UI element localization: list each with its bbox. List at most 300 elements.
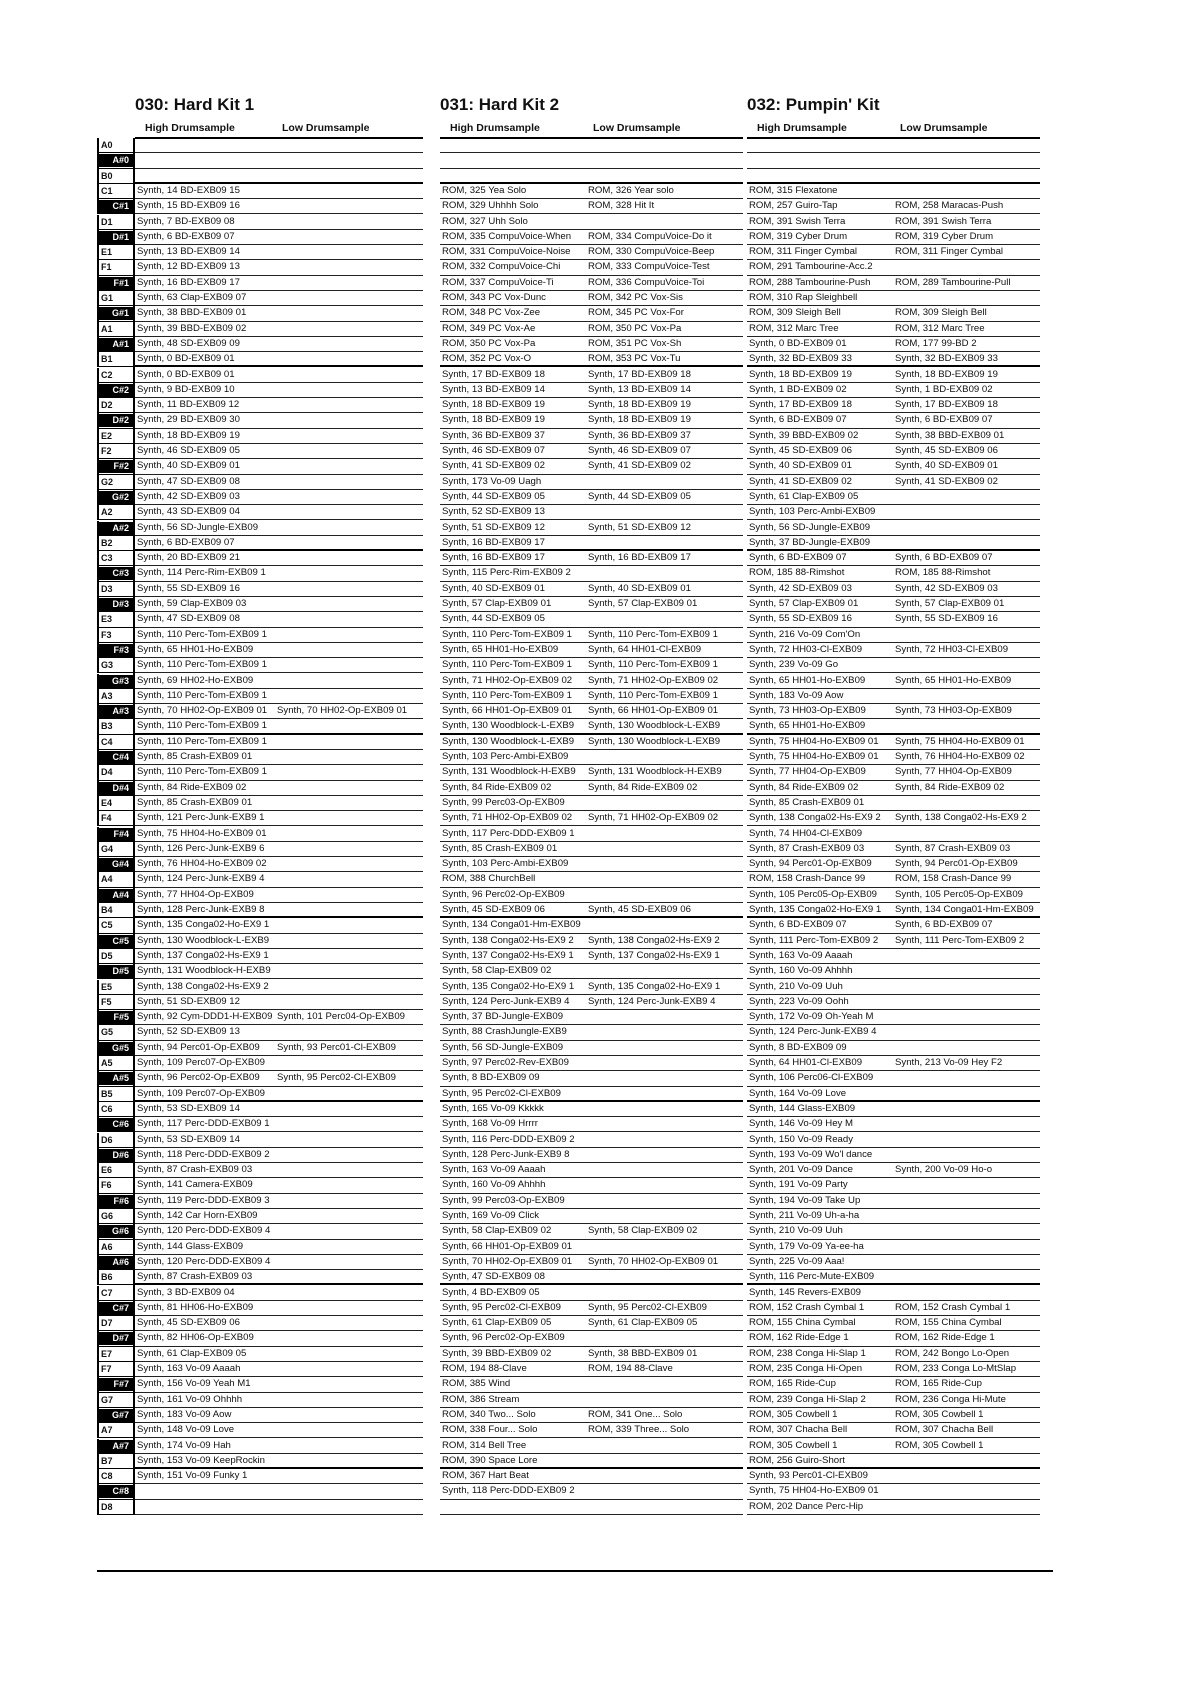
high-drumsample: Synth, 239 Vo-09 Go	[749, 659, 839, 671]
table-row	[747, 1423, 1040, 1438]
table-row	[747, 1117, 1040, 1132]
high-drumsample: ROM, 185 88-Rimshot	[749, 567, 845, 579]
low-drumsample: Synth, 213 Vo-09 Hey F2	[895, 1057, 1003, 1068]
table-row	[440, 1286, 743, 1301]
black-key	[97, 1148, 133, 1163]
white-key	[97, 138, 133, 153]
high-drumsample: Synth, 72 HH03-Cl-EXB09	[749, 643, 863, 655]
key-label: D2	[101, 400, 113, 411]
table-row	[440, 781, 743, 796]
black-key-fill	[99, 231, 133, 244]
high-drumsample: Synth, 63 Clap-EXB09 07	[137, 292, 247, 303]
high-drumsample: ROM, 343 PC Vox-Dunc	[442, 292, 546, 303]
table-row	[747, 1071, 1040, 1086]
table-row	[135, 872, 423, 887]
table-row	[440, 1178, 743, 1193]
key-label: E7	[101, 1348, 113, 1359]
table-row	[135, 719, 423, 734]
high-drumsample: Synth, 61 Clap-EXB09 05	[137, 1347, 247, 1359]
table-row	[135, 1347, 423, 1362]
white-key	[97, 719, 133, 734]
table-row	[135, 689, 423, 704]
high-drumsample: Synth, 137 Conga02-Hs-EX9 1	[442, 949, 574, 961]
key-label: F2	[101, 446, 112, 456]
high-drumsample: Synth, 111 Perc-Tom-EXB09 2	[749, 934, 879, 946]
table-row	[440, 153, 743, 168]
table-row	[440, 536, 743, 551]
high-drumsample: Synth, 156 Vo-09 Yeah M1	[137, 1378, 251, 1390]
table-row	[440, 872, 743, 887]
key-label: C7	[101, 1287, 113, 1298]
key-label: C2	[101, 369, 113, 380]
table-row	[440, 551, 743, 566]
table-row	[135, 1041, 423, 1056]
low-drumsample: Synth, 134 Conga01-Hm-EXB09	[895, 904, 1034, 915]
high-drumsample: ROM, 388 ChurchBell	[442, 873, 536, 885]
high-drumsample: ROM, 305 Cowbell 1	[749, 1408, 838, 1420]
low-drumsample: ROM, 194 88-Clave	[588, 1363, 673, 1374]
table-row	[747, 781, 1040, 796]
table-row	[747, 750, 1040, 765]
black-key-fill	[99, 705, 133, 718]
table-row	[747, 260, 1040, 275]
white-key	[97, 628, 133, 643]
table-row	[135, 215, 423, 230]
high-drumsample: Synth, 173 Vo-09 Uagh	[442, 475, 542, 487]
high-drumsample: Synth, 42 SD-EXB09 03	[137, 490, 240, 502]
table-row	[747, 1209, 1040, 1224]
black-key-fill	[99, 567, 133, 580]
table-row	[747, 689, 1040, 704]
black-key	[97, 597, 133, 612]
table-row	[135, 658, 423, 673]
table-row	[747, 949, 1040, 964]
key-label: C#8	[112, 1486, 129, 1497]
low-drumsample: Synth, 72 HH03-Cl-EXB09	[895, 643, 1009, 655]
table-row	[135, 781, 423, 796]
black-key-fill	[99, 1332, 133, 1345]
white-key	[97, 1087, 133, 1102]
key-label: D#2	[112, 415, 129, 426]
black-key-fill	[99, 277, 133, 290]
table-row	[440, 230, 743, 245]
white-key	[97, 1316, 133, 1331]
key-label: A#0	[112, 155, 129, 166]
table-row	[440, 1362, 743, 1377]
black-key-fill	[99, 1011, 133, 1024]
key-label: F#2	[113, 461, 129, 472]
table-row	[440, 199, 743, 214]
black-key	[97, 337, 133, 352]
table-row	[747, 521, 1040, 536]
table-row	[440, 1347, 743, 1362]
low-drumsample: ROM, 155 China Cymbal	[895, 1317, 1002, 1329]
black-key	[97, 750, 133, 765]
high-drumsample: Synth, 55 SD-EXB09 16	[749, 613, 852, 625]
keyboard	[97, 138, 133, 1515]
column-headers	[747, 121, 1040, 139]
table-row	[440, 658, 743, 673]
low-drumsample: Synth, 75 HH04-Ho-EXB09 01	[895, 735, 1025, 747]
high-drumsample: Synth, 163 Vo-09 Aaaah	[749, 949, 853, 961]
table-row	[747, 903, 1040, 918]
table-row	[135, 337, 423, 352]
low-drumsample: ROM, 330 CompuVoice-Beep	[588, 246, 715, 258]
key-label: A2	[101, 507, 113, 518]
low-drumsample: Synth, 94 Perc01-Op-EXB09	[895, 858, 1018, 870]
table-row	[135, 490, 423, 505]
low-drumsample: Synth, 93 Perc01-Cl-EXB09	[277, 1041, 396, 1053]
high-drumsample: ROM, 194 88-Clave	[442, 1363, 527, 1374]
high-drumsample: Synth, 1 BD-EXB09 02	[749, 383, 847, 395]
table-row	[440, 291, 743, 306]
high-drumsample: Synth, 16 BD-EXB09 17	[442, 552, 545, 564]
high-drumsample: Synth, 53 SD-EXB09 14	[137, 1102, 240, 1114]
high-drumsample: ROM, 309 Sleigh Bell	[749, 307, 841, 319]
table-row	[747, 1347, 1040, 1362]
black-key	[97, 413, 133, 428]
black-key-fill	[99, 1149, 133, 1162]
high-drumsample: Synth, 160 Vo-09 Ahhhh	[442, 1179, 546, 1191]
table-row	[747, 765, 1040, 780]
high-drumsample: Synth, 18 BD-EXB09 19	[137, 429, 240, 441]
white-key	[97, 612, 133, 627]
high-drumsample: Synth, 39 BBD-EXB09 02	[749, 429, 859, 441]
table-row	[747, 398, 1040, 413]
high-drumsample: Synth, 75 HH04-Ho-EXB09 01	[749, 1485, 879, 1497]
table-row	[747, 628, 1040, 643]
table-row	[747, 215, 1040, 230]
high-drumsample-header: High Drumsample	[145, 122, 235, 134]
table-row	[747, 674, 1040, 689]
white-key	[97, 1423, 133, 1438]
table-row	[440, 566, 743, 581]
black-key-fill	[99, 338, 133, 351]
low-drumsample: Synth, 45 SD-EXB09 06	[588, 904, 691, 915]
table-row	[747, 291, 1040, 306]
table-row	[440, 995, 743, 1010]
high-drumsample: Synth, 118 Perc-DDD-EXB09 2	[442, 1485, 575, 1497]
table-row	[135, 674, 423, 689]
high-drumsample: Synth, 225 Vo-09 Aaa!	[749, 1255, 845, 1267]
high-drumsample: Synth, 211 Vo-09 Uh-a-ha	[749, 1210, 860, 1221]
table-row	[135, 276, 423, 291]
key-label: G7	[101, 1394, 114, 1405]
table-row	[135, 628, 423, 643]
table-row	[135, 505, 423, 520]
table-row	[440, 184, 743, 199]
high-drumsample: Synth, 144 Glass-EXB09	[749, 1102, 856, 1114]
high-drumsample: Synth, 103 Perc-Ambi-EXB09	[749, 506, 876, 518]
table-row	[135, 1469, 423, 1484]
white-key	[97, 872, 133, 887]
table-row	[440, 444, 743, 459]
key-label: D1	[101, 216, 113, 227]
low-drumsample: ROM, 334 CompuVoice-Do it	[588, 230, 712, 242]
key-label: D5	[101, 950, 113, 961]
low-drumsample: Synth, 45 SD-EXB09 06	[895, 445, 998, 456]
black-key	[97, 1255, 133, 1270]
key-label: G#5	[111, 1042, 129, 1053]
table-row	[135, 735, 423, 750]
low-drumsample: Synth, 41 SD-EXB09 02	[588, 460, 691, 472]
high-drumsample: Synth, 37 BD-Jungle-EXB09	[749, 536, 871, 548]
black-key-fill	[99, 782, 133, 795]
table-row	[747, 459, 1040, 474]
high-drumsample: Synth, 39 BBD-EXB09 02	[442, 1347, 552, 1359]
table-row	[135, 245, 423, 260]
key-label: C#4	[112, 752, 129, 762]
high-drumsample: Synth, 71 HH02-Op-EXB09 02	[442, 812, 573, 824]
high-drumsample: Synth, 73 HH03-Op-EXB09	[749, 705, 866, 717]
high-drumsample: Synth, 87 Crash-EXB09 03	[137, 1164, 253, 1176]
low-drumsample: ROM, 345 PC Vox-For	[588, 307, 684, 319]
table-row	[440, 1010, 743, 1025]
low-drumsample: Synth, 51 SD-EXB09 12	[588, 521, 691, 533]
key-label: C#6	[112, 1119, 129, 1130]
black-key-fill	[99, 675, 133, 688]
white-key	[97, 429, 133, 444]
table-row	[135, 1209, 423, 1224]
black-key-fill	[99, 644, 133, 657]
high-drumsample: Synth, 82 HH06-Op-EXB09	[137, 1332, 254, 1344]
high-drumsample: Synth, 47 SD-EXB09 08	[137, 613, 240, 625]
high-drumsample: Synth, 110 Perc-Tom-EXB09 1	[442, 628, 572, 640]
high-drumsample: Synth, 47 SD-EXB09 08	[137, 475, 240, 487]
table-row	[135, 918, 423, 933]
table-row	[747, 658, 1040, 673]
high-drumsample: ROM, 331 CompuVoice-Noise	[442, 246, 571, 258]
table-row	[747, 1469, 1040, 1484]
high-drumsample: Synth, 52 SD-EXB09 13	[137, 1026, 240, 1038]
high-drumsample: ROM, 325 Yea Solo	[442, 184, 527, 196]
table-row	[440, 1041, 743, 1056]
white-key	[97, 1270, 133, 1285]
high-drumsample: Synth, 88 CrashJungle-EXB9	[442, 1026, 567, 1038]
black-key	[97, 1041, 133, 1056]
key-label: F5	[101, 996, 112, 1007]
white-key	[97, 260, 133, 275]
black-key	[97, 1301, 133, 1316]
high-drumsample: Synth, 118 Perc-DDD-EXB09 2	[137, 1148, 270, 1160]
high-drumsample: Synth, 116 Perc-Mute-EXB09	[749, 1271, 875, 1283]
table-row	[440, 1331, 743, 1346]
high-drumsample: Synth, 117 Perc-DDD-EXB09 1	[442, 827, 575, 839]
black-key	[97, 1224, 133, 1239]
high-drumsample: Synth, 16 BD-EXB09 17	[442, 536, 545, 548]
kit-table	[747, 138, 1040, 1515]
table-row	[135, 796, 423, 811]
high-drumsample: ROM, 165 Ride-Cup	[749, 1378, 836, 1390]
low-drumsample: ROM, 165 Ride-Cup	[895, 1378, 982, 1390]
high-drumsample: Synth, 210 Vo-09 Uuh	[749, 980, 843, 992]
high-drumsample: Synth, 14 BD-EXB09 15	[137, 184, 240, 196]
white-key	[97, 184, 133, 199]
high-drumsample: Synth, 144 Glass-EXB09	[137, 1240, 244, 1252]
high-drumsample: Synth, 110 Perc-Tom-EXB09 1	[442, 659, 572, 671]
table-row	[747, 505, 1040, 520]
high-drumsample: Synth, 151 Vo-09 Funky 1	[137, 1470, 248, 1482]
table-row	[440, 1439, 743, 1454]
black-key-fill	[99, 1195, 133, 1208]
table-row	[747, 1408, 1040, 1423]
white-key	[97, 245, 133, 260]
key-label: G4	[101, 843, 114, 854]
high-drumsample: Synth, 99 Perc03-Op-EXB09	[442, 796, 565, 808]
black-key-fill	[99, 1302, 133, 1315]
low-drumsample: ROM, 305 Cowbell 1	[895, 1408, 984, 1420]
key-label: F#3	[113, 644, 129, 655]
table-row	[440, 842, 743, 857]
high-drumsample: ROM, 350 PC Vox-Pa	[442, 337, 536, 349]
table-row	[747, 872, 1040, 887]
black-key	[97, 521, 133, 536]
table-row	[440, 1194, 743, 1209]
black-key-fill	[99, 858, 133, 871]
table-row	[747, 1148, 1040, 1163]
high-drumsample: Synth, 87 Crash-EXB09 03	[137, 1271, 253, 1283]
high-drumsample: Synth, 163 Vo-09 Aaaah	[137, 1363, 241, 1374]
high-drumsample: ROM, 386 Stream	[442, 1393, 520, 1405]
high-drumsample: Synth, 45 SD-EXB09 06	[749, 445, 852, 456]
high-drumsample: Synth, 76 HH04-Ho-EXB09 02	[137, 858, 267, 870]
high-drumsample: Synth, 75 HH04-Ho-EXB09 01	[749, 751, 879, 762]
black-key	[97, 1377, 133, 1392]
key-label: C3	[101, 553, 113, 564]
high-drumsample: ROM, 235 Conga Hi-Open	[749, 1363, 863, 1374]
high-drumsample: ROM, 391 Swish Terra	[749, 215, 846, 227]
table-row	[440, 674, 743, 689]
high-drumsample: Synth, 183 Vo-09 Aow	[749, 689, 844, 701]
key-label: C8	[101, 1471, 113, 1482]
high-drumsample: Synth, 75 HH04-Ho-EXB09 01	[749, 735, 879, 747]
key-label: A#6	[112, 1256, 129, 1267]
table-row	[440, 827, 743, 842]
black-key	[97, 964, 133, 979]
table-row	[747, 1500, 1040, 1515]
table-row	[440, 1301, 743, 1316]
low-drumsample: Synth, 84 Ride-EXB09 02	[895, 781, 1005, 793]
table-row	[135, 1484, 423, 1499]
table-row	[747, 1133, 1040, 1148]
black-key-fill	[99, 935, 133, 948]
low-drumsample: Synth, 66 HH01-Op-EXB09 01	[588, 705, 719, 717]
high-drumsample: Synth, 95 Perc02-Cl-EXB09	[442, 1087, 561, 1099]
table-row	[135, 888, 423, 903]
table-row	[135, 765, 423, 780]
black-key	[97, 827, 133, 842]
table-row	[440, 322, 743, 337]
high-drumsample: Synth, 119 Perc-DDD-EXB09 3	[137, 1194, 270, 1206]
table-row	[440, 475, 743, 490]
low-drumsample: ROM, 289 Tambourine-Pull	[895, 276, 1011, 288]
high-drumsample: ROM, 256 Guiro-Short	[749, 1454, 845, 1466]
table-row	[440, 765, 743, 780]
white-key	[97, 536, 133, 551]
high-drumsample: Synth, 81 HH06-Ho-EXB09	[137, 1301, 254, 1313]
table-row	[440, 582, 743, 597]
table-row	[747, 719, 1040, 734]
black-key-fill	[99, 1485, 133, 1498]
table-row	[440, 918, 743, 933]
key-label: D7	[101, 1318, 113, 1329]
table-row	[747, 1194, 1040, 1209]
white-key	[97, 352, 133, 367]
key-label: F#5	[113, 1012, 129, 1023]
white-key	[97, 368, 133, 383]
table-row	[440, 949, 743, 964]
table-row	[135, 260, 423, 275]
table-row	[135, 612, 423, 627]
high-drumsample: Synth, 114 Perc-Rim-EXB09 1	[137, 567, 266, 579]
high-drumsample: Synth, 138 Conga02-Hs-EX9 2	[442, 934, 574, 946]
white-key	[97, 1209, 133, 1224]
key-label: F#6	[113, 1195, 129, 1206]
table-row	[747, 1301, 1040, 1316]
high-drumsample: Synth, 131 Woodblock-H-EXB9	[137, 965, 271, 977]
key-label: G#4	[111, 859, 129, 870]
high-drumsample: Synth, 48 SD-EXB09 09	[137, 337, 240, 349]
black-key	[97, 199, 133, 214]
black-key	[97, 643, 133, 658]
high-drumsample: Synth, 41 SD-EXB09 02	[442, 460, 545, 472]
table-row	[747, 612, 1040, 627]
table-row	[135, 750, 423, 765]
high-drumsample: Synth, 56 SD-Jungle-EXB09	[749, 521, 871, 533]
table-row	[747, 597, 1040, 612]
key-label: F#1	[113, 277, 129, 288]
high-drumsample: Synth, 110 Perc-Tom-EXB09 1	[442, 689, 572, 701]
high-drumsample: Synth, 44 SD-EXB09 05	[442, 490, 545, 502]
table-row	[747, 934, 1040, 949]
high-drumsample: Synth, 56 SD-Jungle-EXB09	[137, 521, 259, 533]
low-drumsample: ROM, 185 88-Rimshot	[895, 567, 991, 579]
high-drumsample: ROM, 162 Ride-Edge 1	[749, 1332, 849, 1344]
table-row	[440, 169, 743, 184]
key-label: F#7	[113, 1379, 129, 1390]
table-row	[440, 1056, 743, 1071]
low-drumsample: Synth, 130 Woodblock-L-EXB9	[588, 720, 721, 732]
high-drumsample: ROM, 338 Four... Solo	[442, 1424, 538, 1436]
white-key	[97, 1347, 133, 1362]
key-label: C1	[101, 185, 113, 196]
key-label: A#1	[112, 338, 129, 349]
black-key-fill	[99, 522, 133, 535]
low-drumsample: Synth, 131 Woodblock-H-EXB9	[588, 766, 722, 778]
high-drumsample: Synth, 38 BBD-EXB09 01	[137, 307, 247, 319]
table-row	[135, 1071, 423, 1086]
table-row	[135, 934, 423, 949]
black-key-fill	[99, 1256, 133, 1269]
key-label: E3	[101, 614, 113, 625]
table-row	[747, 337, 1040, 352]
high-drumsample: Synth, 40 SD-EXB09 01	[137, 460, 240, 472]
high-drumsample: Synth, 85 Crash-EXB09 01	[442, 842, 558, 854]
black-key	[97, 857, 133, 872]
key-label: B0	[101, 170, 113, 181]
high-drumsample: Synth, 95 Perc02-Cl-EXB09	[442, 1301, 561, 1313]
low-drumsample: Synth, 138 Conga02-Hs-EX9 2	[895, 812, 1027, 824]
high-drumsample: Synth, 110 Perc-Tom-EXB09 1	[137, 689, 267, 701]
black-key	[97, 934, 133, 949]
kit-table	[135, 138, 423, 1515]
key-label: G2	[101, 476, 114, 487]
high-drumsample: ROM, 238 Conga Hi-Slap 1	[749, 1347, 866, 1359]
high-drumsample: Synth, 61 Clap-EXB09 05	[749, 490, 859, 502]
high-drumsample: Synth, 85 Crash-EXB09 01	[137, 796, 253, 808]
table-row	[747, 1240, 1040, 1255]
high-drumsample: Synth, 3 BD-EXB09 04	[137, 1286, 235, 1298]
